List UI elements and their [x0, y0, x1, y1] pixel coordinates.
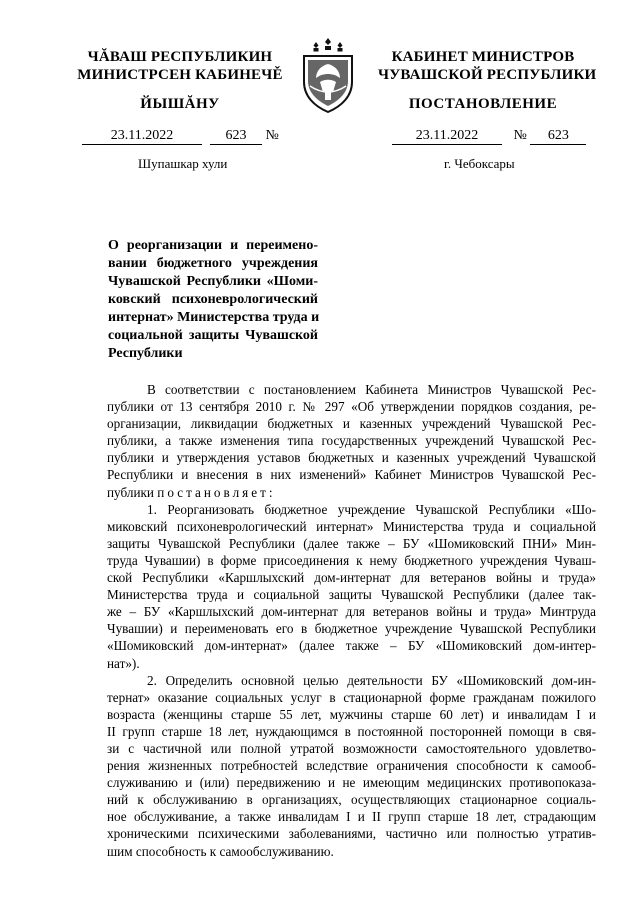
- body-line: [107, 484, 596, 501]
- body-line-text: же – БУ «Каршлыхский дом-интернат для ветеранов войны и труда» Минтруда: [107, 604, 596, 620]
- body-line: [107, 672, 596, 689]
- header-left-line-1: ЧĂВАШ РЕСПУБЛИКИН: [87, 49, 273, 65]
- body-line: [107, 432, 596, 449]
- body-line: [107, 843, 596, 860]
- title-line: Республики: [108, 346, 183, 361]
- body-line-text: защиты Чувашской Республики (далее также – БУ «Шомиковский ПНИ» Мин-: [107, 535, 596, 551]
- body-line-text: публики: [107, 484, 154, 500]
- body-line-text: Чувашии) и переименовать его в бюджетное учреждение Чувашской Республики: [107, 621, 596, 637]
- body-line: [107, 398, 596, 415]
- body-line: [107, 689, 596, 706]
- body-line: [107, 518, 596, 535]
- body-line: [107, 791, 596, 808]
- body-line-text: ное обслуживание, а также инвалидам I и II групп старше 18 лет, страдающим: [107, 809, 596, 825]
- header-right-line-1: КАБИНЕТ МИНИСТРОВ: [391, 49, 575, 65]
- body-line-text: служиванию и (или) передвижению и не имеющим медицинских противопоказа-: [107, 775, 596, 791]
- body-line-text: публики и утверждения уставов бюджетных и казенных учреждений Чувашской: [107, 450, 596, 466]
- header-right-line-2: ЧУВАШСКОЙ РЕСПУБЛИКИ: [378, 67, 597, 83]
- reg-number-sign-left: №: [265, 128, 279, 143]
- body-line-text: миковский психоневрологический интернат» Министерства труда и социальной: [107, 518, 596, 534]
- body-line-text: публики, а также изменения типа государственных учреждений Чувашской Рес-: [107, 433, 596, 449]
- title-line: вании бюджетного учреждения: [108, 256, 318, 271]
- body-line: [107, 569, 596, 586]
- reg-number-sign-right: №: [513, 128, 527, 143]
- reg-date-left: 23.11.2022: [82, 128, 202, 145]
- body-line: [107, 655, 596, 672]
- header-left-line-2: МИНИСТРСЕН КАБИНЕЧĚ: [77, 67, 283, 83]
- title-line: социальной защиты Чувашской: [108, 328, 318, 343]
- body-line: [107, 723, 596, 740]
- resolution-word: постановляет:: [157, 484, 276, 500]
- registration-right: [392, 128, 586, 146]
- header-left-chuvash: [75, 48, 285, 84]
- title-line: интернат» Министерства труда и: [108, 310, 320, 325]
- body-line-text: нат»).: [107, 655, 140, 671]
- body-line: [107, 586, 596, 603]
- body-line-text: публики от 13 сентября 2010 г. № 297 «Об утверждении порядков создания, ре-: [107, 399, 596, 415]
- body-line-text: Министерства труда и социальной защиты Чувашской Республики (далее так-: [107, 587, 596, 603]
- body-line-text: тернат» оказание социальных услуг в стационарной форме гражданам пожилого: [107, 689, 596, 705]
- body-line: [107, 603, 596, 620]
- body-line-text: организации, ликвидации бюджетных и казенных учреждений Чувашской Рес-: [107, 416, 596, 432]
- reg-number-left: 623: [210, 128, 262, 145]
- body-line: [107, 552, 596, 569]
- title-line: О реорганизации и переимено-: [108, 238, 318, 253]
- document-title: [108, 237, 318, 363]
- body-line: [107, 501, 596, 518]
- registration-left: [82, 128, 279, 146]
- body-line-text: шим способность к самообслуживанию.: [107, 843, 334, 859]
- body-line: [107, 620, 596, 637]
- body-line: [107, 706, 596, 723]
- body-line: [107, 637, 596, 654]
- body-line: [107, 825, 596, 842]
- body-line: [107, 381, 596, 398]
- body-line-text: В соответствии с постановлением Кабинета Министров Чувашской Рес-: [147, 382, 596, 397]
- body-line-text: «Шомиковский дом-интернат» (далее также – БУ «Шомиковский дом-интер-: [107, 638, 596, 654]
- city-russian: г. Чебоксары: [444, 156, 515, 171]
- city-chuvash: Шупашкар хули: [138, 156, 228, 171]
- body-line: [107, 808, 596, 825]
- body-line: [107, 535, 596, 552]
- doctype-russian: ПОСТАНОВЛЕНИЕ: [408, 96, 558, 112]
- body-line-text: возраста (женщины старше 55 лет, мужчины старше 60 лет) и инвалидам I и: [107, 706, 596, 722]
- body-line-text: рения жизненных потребностей вследствие ограничения способности к самооб-: [107, 758, 596, 774]
- body-line-text: зи с частичной или полной утратой возможности самостоятельного удовлетво-: [107, 740, 596, 756]
- body-line: [107, 449, 596, 466]
- reg-date-right: 23.11.2022: [392, 128, 502, 145]
- body-line: [107, 757, 596, 774]
- body-line-text: 2. Определить основной целью деятельности БУ «Шомиковский дом-ин-: [147, 672, 596, 688]
- body-line-text: ской Республики «Каршлыхский дом-интернат для ветеранов войны и труда»: [107, 570, 596, 586]
- title-line: Чувашской Республики «Шоми-: [108, 274, 318, 289]
- document-body: [107, 381, 596, 860]
- body-line: [107, 740, 596, 757]
- reg-number-right: 623: [530, 128, 586, 145]
- doctype-chuvash: ЙЫШĂНУ: [140, 96, 220, 112]
- title-line: ковский психоневрологический: [108, 292, 318, 307]
- body-line-text: хроническими психическими заболеваниями, частично или полностью утратив-: [107, 826, 596, 842]
- body-line: [107, 774, 596, 791]
- body-line-text: II групп старше 18 лет, нуждающимся в постоянной посторонней помощи в свя-: [107, 723, 596, 739]
- body-line-text: 1. Реорганизовать бюджетное учреждение Чувашской Республики «Шо-: [147, 501, 596, 517]
- body-line-text: Республики и внесения в них изменений» Кабинет Министров Чувашской Рес-: [107, 467, 596, 483]
- body-line: [107, 466, 596, 483]
- header-right-russian: [378, 48, 597, 84]
- body-line-text: труда Чувашии) в форме присоединения к нему бюджетного учреждения Чуваш-: [107, 552, 596, 568]
- body-line-text: ний к обслуживанию в организациях, осуществляющих стационарное социаль-: [107, 792, 596, 808]
- body-line: [107, 415, 596, 432]
- chuvash-emblem-icon: [298, 36, 358, 114]
